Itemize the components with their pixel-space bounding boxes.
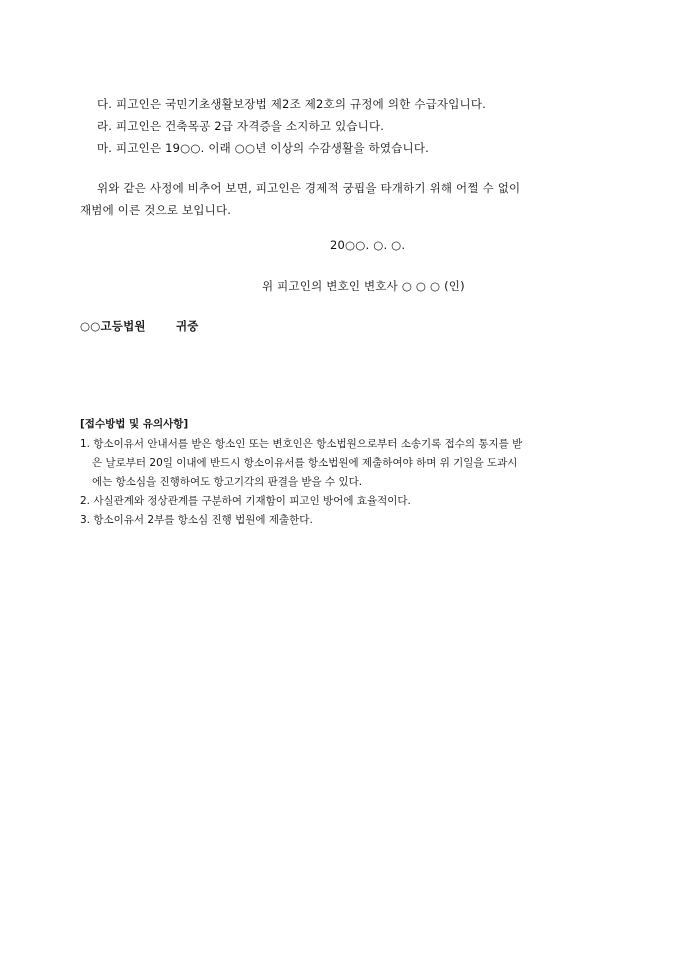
note-1-line-2: 은 날로부터 20일 이내에 반드시 항소이유서를 항소법원에 제출하여야 하며 위 기일을 도과시 [92, 457, 518, 469]
addressee-court: ○○고등법원 [80, 319, 146, 333]
conclusion-line-1: 위와 같은 사정에 비추어 보면, 피고인은 경제적 궁핍을 타개하기 위해 어쩔 수 없이 [97, 181, 521, 195]
note-1-line-1: 1. 항소이유서 안내서를 받은 항소인 또는 변호인은 항소법원으로부터 소송기록 접수의 통지를 받 [80, 438, 523, 450]
notes-heading: [접수방법 및 유의사항] [80, 418, 189, 430]
fact-item-ma: 마. 피고인은 19○○. 이래 ○○년 이상의 수감생활을 하였습니다. [97, 141, 430, 155]
note-2-line-1: 2. 사실관계와 정상관계를 구분하여 기재함이 피고인 방어에 효율적이다. [80, 495, 411, 507]
addressee-honorific: 귀중 [176, 319, 199, 333]
note-1-line-3: 에는 항소심을 진행하여도 항고기각의 판결을 받을 수 있다. [92, 476, 363, 488]
fact-item-ra: 라. 피고인은 건축목공 2급 자격증을 소지하고 있습니다. [97, 119, 385, 133]
fact-item-da: 다. 피고인은 국민기초생활보장법 제2조 제2호의 규정에 의한 수급자입니다. [97, 97, 486, 111]
document-date: 20○○. ○. ○. [330, 238, 406, 252]
conclusion-line-2: 재범에 이른 것으로 보입니다. [80, 203, 232, 217]
note-3-line-1: 3. 항소이유서 2부를 항소심 진행 법원에 제출한다. [80, 514, 313, 526]
signature-line: 위 피고인의 변호인 변호사 ○ ○ ○ (인) [262, 279, 465, 293]
